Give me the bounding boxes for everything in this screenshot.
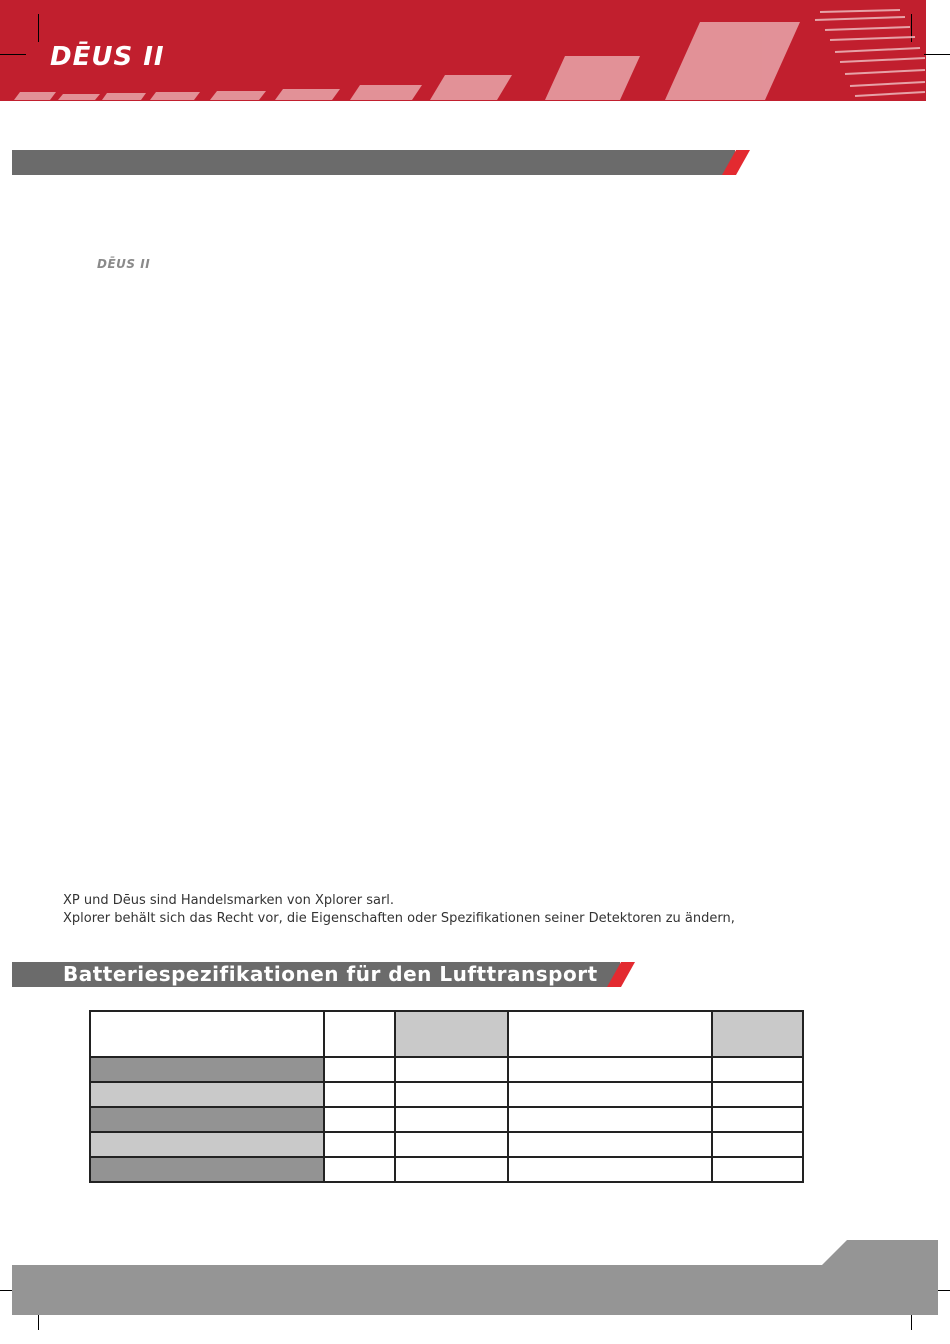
table-header-row [90, 1011, 803, 1057]
table-row [90, 1107, 803, 1132]
table-cell [395, 1157, 508, 1182]
table-cell [712, 1132, 803, 1157]
table-cell [395, 1057, 508, 1082]
table-cell [324, 1057, 395, 1082]
table-header-cell [712, 1011, 803, 1057]
top-section-bar [12, 150, 735, 175]
small-logo: DĒUS II [97, 257, 151, 271]
crop-mark [924, 54, 950, 55]
header-banner [0, 0, 926, 101]
table-cell [712, 1107, 803, 1132]
row-label-cell [90, 1107, 324, 1132]
battery-spec-table [89, 1010, 804, 1183]
row-label-cell [90, 1132, 324, 1157]
table-row [90, 1132, 803, 1157]
section-title: Batteriespezifikationen für den Lufttransport [63, 962, 598, 986]
table-cell [508, 1057, 712, 1082]
table-cell [395, 1082, 508, 1107]
section-bar-red-accent [607, 962, 635, 987]
table-cell [508, 1157, 712, 1182]
table-cell [324, 1132, 395, 1157]
table-header-cell [508, 1011, 712, 1057]
table-row [90, 1157, 803, 1182]
table-cell [324, 1082, 395, 1107]
table-cell [508, 1132, 712, 1157]
table-cell [508, 1107, 712, 1132]
table-cell [395, 1107, 508, 1132]
table-row [90, 1082, 803, 1107]
top-bar-red-accent [722, 150, 750, 175]
table-cell [712, 1057, 803, 1082]
table-header-cell [395, 1011, 508, 1057]
table-cell [324, 1157, 395, 1182]
rights-note: Xplorer behält sich das Recht vor, die Eigenschaften oder Spezifikationen seiner Detektoren zu ändern, [63, 911, 735, 926]
table-cell [712, 1157, 803, 1182]
table-cell [324, 1107, 395, 1132]
table-cell [395, 1132, 508, 1157]
table-row [90, 1057, 803, 1082]
row-label-cell [90, 1157, 324, 1182]
table-header-cell [90, 1011, 324, 1057]
header-logo: DĒUS II [50, 42, 165, 72]
row-label-cell [90, 1082, 324, 1107]
row-label-cell [90, 1057, 324, 1082]
table-cell [712, 1082, 803, 1107]
table-header-cell [324, 1011, 395, 1057]
trademark-note: XP und Dēus sind Handelsmarken von Xplorer sarl. [63, 893, 395, 908]
table-cell [508, 1082, 712, 1107]
footer-band [12, 1240, 938, 1315]
